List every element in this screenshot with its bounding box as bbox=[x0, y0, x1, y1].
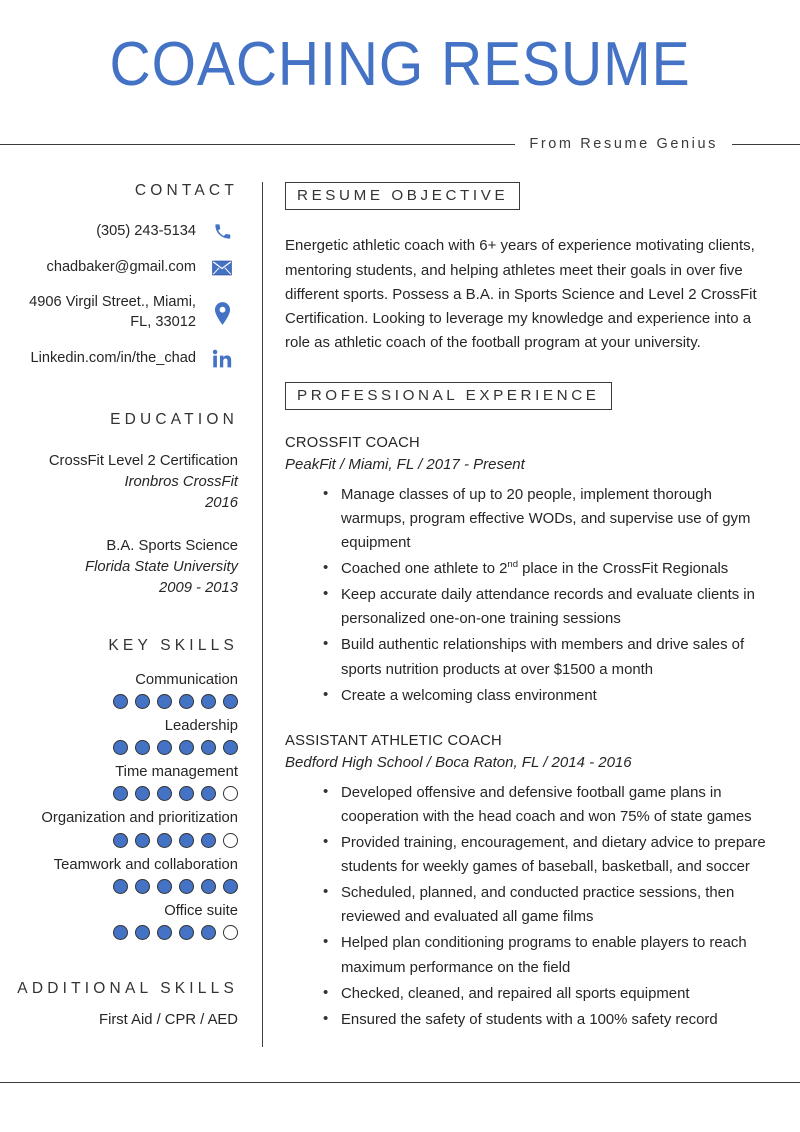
rating-dot-filled bbox=[179, 786, 194, 801]
experience-entry bbox=[285, 730, 772, 1032]
skill-rating bbox=[0, 925, 238, 940]
bullet-item: • Manage classes of up to 20 people, implement thorough warmups, program effective WODs, and supervise use of gym equipment bbox=[323, 483, 772, 555]
skill-label: Organization and prioritization bbox=[41, 810, 238, 827]
key-skills-list bbox=[0, 669, 238, 940]
skill-rating bbox=[0, 879, 238, 894]
education-degree: CrossFit Level 2 Certification bbox=[48, 452, 238, 469]
job-title: CROSSFIT COACH bbox=[285, 434, 420, 451]
rating-dot-filled bbox=[179, 833, 194, 848]
skill-rating bbox=[0, 833, 238, 848]
phone-number: (305) 243-5134 bbox=[96, 223, 196, 239]
education-years: 2009 - 2013 bbox=[159, 579, 238, 596]
rating-dot-filled bbox=[201, 833, 216, 848]
skill-item bbox=[0, 854, 238, 894]
skill-item bbox=[0, 669, 238, 709]
rating-dot-filled bbox=[179, 879, 194, 894]
bullet-item: • Keep accurate daily attendance records and evaluate clients in personalized one-on-one training sessions bbox=[323, 583, 772, 631]
footer-divider bbox=[0, 1082, 800, 1083]
rating-dot-filled bbox=[157, 740, 172, 755]
page-title: COACHING RESUME bbox=[109, 30, 691, 99]
education-school: Florida State University bbox=[85, 558, 238, 575]
rating-dot-empty bbox=[223, 833, 238, 848]
job-meta: Bedford High School / Boca Raton, FL / 2014 - 2016 bbox=[285, 754, 632, 772]
contact-item-linkedin bbox=[0, 349, 238, 369]
skill-label: Time management bbox=[115, 764, 238, 781]
rating-dot-filled bbox=[201, 786, 216, 801]
experience-entry bbox=[285, 432, 772, 708]
bullet-item: • Checked, cleaned, and repaired all sports equipment bbox=[323, 982, 772, 1006]
skill-item bbox=[0, 761, 238, 801]
spacer bbox=[285, 356, 772, 382]
objective-text: Energetic athletic coach with 6+ years of experience motivating clients, mentoring students, and helping athletes meet their goals in over five different sports. Possess a B.A. in Sports Science and Level 2 CrossFit Certification. Looking to leverage my knowledge and experience into a role as athletic coach of the football program at your university. bbox=[285, 237, 757, 352]
skill-label: Office suite bbox=[164, 902, 238, 919]
contact-list bbox=[0, 222, 238, 369]
sidebar bbox=[0, 182, 263, 1047]
experience-heading: PROFESSIONAL EXPERIENCE bbox=[285, 382, 612, 410]
rating-dot-filled bbox=[135, 833, 150, 848]
rating-dot-filled bbox=[113, 925, 128, 940]
education-heading: EDUCATION bbox=[110, 410, 238, 428]
rating-dot-filled bbox=[113, 786, 128, 801]
rating-dot-filled bbox=[157, 925, 172, 940]
skill-item bbox=[0, 715, 238, 755]
map-pin-icon bbox=[206, 302, 238, 325]
main-content bbox=[263, 182, 800, 1047]
education-years: 2016 bbox=[205, 494, 238, 511]
objective-heading: RESUME OBJECTIVE bbox=[285, 182, 520, 210]
rating-dot-filled bbox=[113, 740, 128, 755]
rating-dot-filled bbox=[223, 694, 238, 709]
source-attribution: From Resume Genius bbox=[529, 136, 718, 152]
skill-label: Leadership bbox=[164, 717, 238, 734]
rating-dot-filled bbox=[201, 925, 216, 940]
education-school: Ironbros CrossFit bbox=[124, 473, 238, 490]
skill-label: Communication bbox=[135, 671, 238, 688]
rating-dot-filled bbox=[201, 740, 216, 755]
rating-dot-filled bbox=[135, 925, 150, 940]
rating-dot-filled bbox=[157, 833, 172, 848]
skill-rating bbox=[0, 694, 238, 709]
divider-line-right bbox=[732, 144, 800, 145]
job-bullets bbox=[285, 483, 772, 708]
bullet-item: • Build authentic relationships with members and drive sales of sports nutrition products at over $1500 a month bbox=[323, 633, 772, 681]
additional-skills-heading: ADDITIONAL SKILLS bbox=[17, 979, 238, 997]
rating-dot-filled bbox=[179, 694, 194, 709]
skill-label: Teamwork and collaboration bbox=[53, 856, 238, 873]
rating-dot-filled bbox=[157, 879, 172, 894]
skill-rating bbox=[0, 786, 238, 801]
rating-dot-filled bbox=[179, 740, 194, 755]
contact-item-address bbox=[0, 293, 238, 332]
job-meta: PeakFit / Miami, FL / 2017 - Present bbox=[285, 456, 525, 474]
job-bullets bbox=[285, 781, 772, 1032]
rating-dot-filled bbox=[113, 694, 128, 709]
rating-dot-filled bbox=[113, 833, 128, 848]
divider-line-left bbox=[0, 144, 515, 145]
rating-dot-filled bbox=[223, 879, 238, 894]
rating-dot-empty bbox=[223, 925, 238, 940]
key-skills-heading: KEY SKILLS bbox=[108, 636, 238, 654]
spacer bbox=[0, 621, 238, 637]
bullet-item: • Scheduled, planned, and conducted practice sessions, then reviewed and evaluated all game films bbox=[323, 881, 772, 929]
education-entry bbox=[0, 536, 238, 599]
rating-dot-filled bbox=[201, 694, 216, 709]
bullet-item: • Helped plan conditioning programs to enable players to reach maximum performance on the field bbox=[323, 931, 772, 979]
phone-icon bbox=[206, 222, 238, 241]
resume-body bbox=[0, 182, 800, 1047]
contact-item-email bbox=[0, 258, 238, 278]
linkedin-icon bbox=[206, 349, 238, 369]
bullet-item: • Coached one athlete to 2nd place in the CrossFit Regionals bbox=[323, 557, 772, 581]
bullet-item: • Provided training, encouragement, and dietary advice to prepare students for weekly games of baseball, basketball, and soccer bbox=[323, 831, 772, 879]
bullet-item: • Ensured the safety of students with a 100% safety record bbox=[323, 1008, 772, 1032]
rating-dot-filled bbox=[135, 879, 150, 894]
rating-dot-filled bbox=[179, 925, 194, 940]
rating-dot-filled bbox=[223, 740, 238, 755]
job-title: ASSISTANT ATHLETIC COACH bbox=[285, 732, 502, 749]
contact-heading: CONTACT bbox=[134, 182, 238, 199]
spacer bbox=[0, 385, 238, 411]
bullet-item: • Create a welcoming class environment bbox=[323, 684, 772, 708]
contact-item-phone bbox=[0, 222, 238, 242]
rating-dot-filled bbox=[135, 740, 150, 755]
rating-dot-filled bbox=[157, 694, 172, 709]
rating-dot-filled bbox=[113, 879, 128, 894]
rating-dot-filled bbox=[201, 879, 216, 894]
subtitle-divider bbox=[0, 136, 800, 152]
street-address: 4906 Virgil Street., Miami, FL, 33012 bbox=[29, 294, 196, 331]
email-address: chadbaker@gmail.com bbox=[46, 258, 196, 275]
education-degree: B.A. Sports Science bbox=[106, 537, 238, 554]
document-header bbox=[0, 0, 800, 152]
envelope-icon bbox=[206, 260, 238, 276]
rating-dot-filled bbox=[135, 694, 150, 709]
skill-item bbox=[0, 900, 238, 940]
spacer bbox=[0, 946, 238, 980]
linkedin-url: Linkedin.com/in/the_chad bbox=[30, 349, 196, 366]
bullet-item: • Developed offensive and defensive football game plans in cooperation with the head coach and won 75% of state games bbox=[323, 781, 772, 829]
skill-rating bbox=[0, 740, 238, 755]
rating-dot-empty bbox=[223, 786, 238, 801]
rating-dot-filled bbox=[157, 786, 172, 801]
skill-item bbox=[0, 807, 238, 847]
rating-dot-filled bbox=[135, 786, 150, 801]
additional-skills-value: First Aid / CPR / AED bbox=[99, 1011, 238, 1028]
education-entry bbox=[0, 451, 238, 514]
